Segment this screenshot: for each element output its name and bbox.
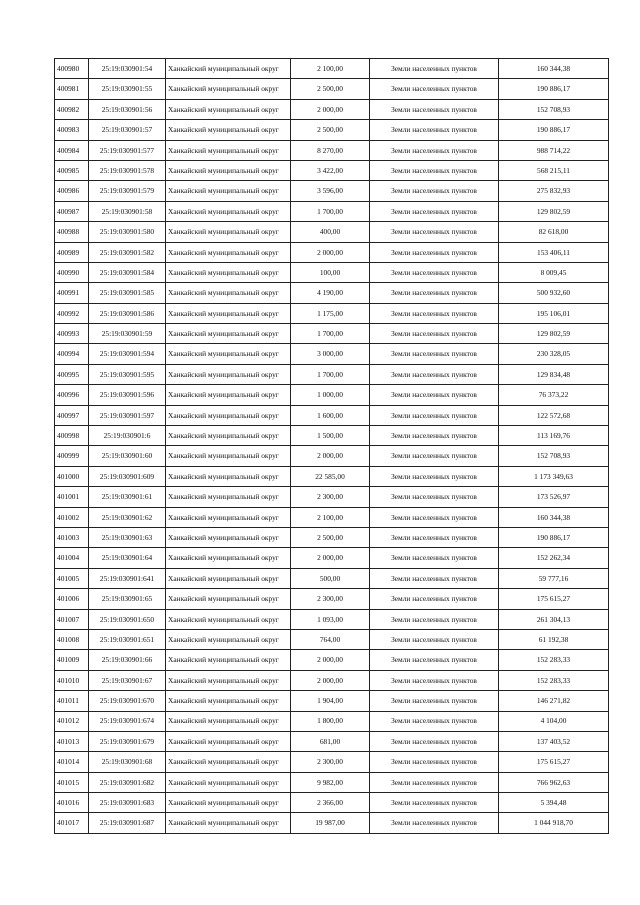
area-cell: 1 700,00 — [291, 201, 370, 221]
municipality-cell: Ханкайский муниципальный округ — [166, 262, 291, 282]
municipality-cell: Ханкайский муниципальный округ — [166, 813, 291, 833]
cadastral-value-cell: 129 802,59 — [499, 324, 609, 344]
municipality-cell: Ханкайский муниципальный округ — [166, 283, 291, 303]
cadastral-value-cell: 76 373,22 — [499, 385, 609, 405]
land-category-cell: Земли населенных пунктов — [370, 262, 499, 282]
area-cell: 1 500,00 — [291, 426, 370, 446]
cadastral-value-cell: 275 832,93 — [499, 181, 609, 201]
table-row — [55, 242, 609, 262]
cadastral-number-cell: 25:19:030901:641 — [89, 568, 166, 588]
row-number-cell: 401010 — [55, 670, 89, 690]
municipality-cell: Ханкайский муниципальный округ — [166, 772, 291, 792]
row-number-cell: 400982 — [55, 99, 89, 119]
cadastral-number-cell: 25:19:030901:595 — [89, 364, 166, 384]
municipality-cell: Ханкайский муниципальный округ — [166, 650, 291, 670]
cadastral-number-cell: 25:19:030901:683 — [89, 793, 166, 813]
cadastral-number-cell: 25:19:030901:65 — [89, 589, 166, 609]
municipality-cell: Ханкайский муниципальный округ — [166, 140, 291, 160]
area-cell: 19 987,00 — [291, 813, 370, 833]
cadastral-number-cell: 25:19:030901:6 — [89, 426, 166, 446]
table-row — [55, 691, 609, 711]
land-category-cell: Земли населенных пунктов — [370, 589, 499, 609]
land-category-cell: Земли населенных пунктов — [370, 242, 499, 262]
municipality-cell: Ханкайский муниципальный округ — [166, 324, 291, 344]
row-number-cell: 401004 — [55, 548, 89, 568]
table-row — [55, 181, 609, 201]
cadastral-value-cell: 160 344,38 — [499, 507, 609, 527]
cadastral-number-cell: 25:19:030901:687 — [89, 813, 166, 833]
cadastral-value-cell: 988 714,22 — [499, 140, 609, 160]
table-row — [55, 344, 609, 364]
land-category-cell: Земли населенных пунктов — [370, 59, 499, 79]
cadastral-number-cell: 25:19:030901:577 — [89, 140, 166, 160]
table-row — [55, 99, 609, 119]
cadastral-value-cell: 152 283,33 — [499, 670, 609, 690]
land-category-cell: Земли населенных пунктов — [370, 466, 499, 486]
table-row — [55, 140, 609, 160]
row-number-cell: 400983 — [55, 120, 89, 140]
cadastral-value-cell: 152 262,34 — [499, 548, 609, 568]
table-row — [55, 731, 609, 751]
row-number-cell: 401013 — [55, 731, 89, 751]
table-row — [55, 548, 609, 568]
table-row — [55, 446, 609, 466]
cadastral-number-cell: 25:19:030901:64 — [89, 548, 166, 568]
area-cell: 2 000,00 — [291, 99, 370, 119]
row-number-cell: 401001 — [55, 487, 89, 507]
table-row — [55, 609, 609, 629]
row-number-cell: 401000 — [55, 466, 89, 486]
area-cell: 1 700,00 — [291, 324, 370, 344]
table-row — [55, 405, 609, 425]
municipality-cell: Ханкайский муниципальный округ — [166, 344, 291, 364]
area-cell: 3 596,00 — [291, 181, 370, 201]
area-cell: 1 600,00 — [291, 405, 370, 425]
table-row — [55, 426, 609, 446]
area-cell: 1 904,00 — [291, 691, 370, 711]
municipality-cell: Ханкайский муниципальный округ — [166, 793, 291, 813]
table-row — [55, 568, 609, 588]
area-cell: 681,00 — [291, 731, 370, 751]
row-number-cell: 400993 — [55, 324, 89, 344]
area-cell: 9 982,00 — [291, 772, 370, 792]
cadastral-value-cell: 175 615,27 — [499, 589, 609, 609]
area-cell: 3 422,00 — [291, 160, 370, 180]
row-number-cell: 400989 — [55, 242, 89, 262]
municipality-cell: Ханкайский муниципальный округ — [166, 446, 291, 466]
table-row — [55, 813, 609, 833]
cadastral-value-cell: 82 618,00 — [499, 222, 609, 242]
cadastral-number-cell: 25:19:030901:59 — [89, 324, 166, 344]
land-category-cell: Земли населенных пунктов — [370, 99, 499, 119]
municipality-cell: Ханкайский муниципальный округ — [166, 589, 291, 609]
land-category-cell: Земли населенных пунктов — [370, 813, 499, 833]
land-category-cell: Земли населенных пунктов — [370, 650, 499, 670]
row-number-cell: 401008 — [55, 629, 89, 649]
land-category-cell: Земли населенных пунктов — [370, 385, 499, 405]
land-category-cell: Земли населенных пунктов — [370, 283, 499, 303]
row-number-cell: 400984 — [55, 140, 89, 160]
row-number-cell: 400999 — [55, 446, 89, 466]
cadastral-number-cell: 25:19:030901:585 — [89, 283, 166, 303]
land-category-cell: Земли населенных пунктов — [370, 120, 499, 140]
cadastral-value-cell: 1 044 918,70 — [499, 813, 609, 833]
table-row — [55, 160, 609, 180]
row-number-cell: 401017 — [55, 813, 89, 833]
area-cell: 764,00 — [291, 629, 370, 649]
municipality-cell: Ханкайский муниципальный округ — [166, 364, 291, 384]
municipality-cell: Ханкайский муниципальный округ — [166, 201, 291, 221]
table-row — [55, 629, 609, 649]
area-cell: 1 175,00 — [291, 303, 370, 323]
document-page — [54, 58, 588, 834]
row-number-cell: 400990 — [55, 262, 89, 282]
cadastral-number-cell: 25:19:030901:54 — [89, 59, 166, 79]
cadastral-value-cell: 160 344,38 — [499, 59, 609, 79]
table-row — [55, 120, 609, 140]
cadastral-value-cell: 1 173 349,63 — [499, 466, 609, 486]
cadastral-number-cell: 25:19:030901:679 — [89, 731, 166, 751]
area-cell: 100,00 — [291, 262, 370, 282]
table-row — [55, 262, 609, 282]
table-row — [55, 201, 609, 221]
area-cell: 2 300,00 — [291, 589, 370, 609]
cadastral-number-cell: 25:19:030901:63 — [89, 527, 166, 547]
row-number-cell: 400985 — [55, 160, 89, 180]
area-cell: 8 270,00 — [291, 140, 370, 160]
cadastral-value-cell: 195 106,01 — [499, 303, 609, 323]
municipality-cell: Ханкайский муниципальный округ — [166, 160, 291, 180]
area-cell: 2 100,00 — [291, 507, 370, 527]
municipality-cell: Ханкайский муниципальный округ — [166, 752, 291, 772]
area-cell: 2 500,00 — [291, 79, 370, 99]
table-row — [55, 466, 609, 486]
cadastral-number-cell: 25:19:030901:578 — [89, 160, 166, 180]
cadastral-number-cell: 25:19:030901:62 — [89, 507, 166, 527]
land-category-cell: Земли населенных пунктов — [370, 691, 499, 711]
row-number-cell: 401003 — [55, 527, 89, 547]
area-cell: 2 366,00 — [291, 793, 370, 813]
area-cell: 2 300,00 — [291, 752, 370, 772]
area-cell: 4 190,00 — [291, 283, 370, 303]
cadastral-number-cell: 25:19:030901:68 — [89, 752, 166, 772]
cadastral-number-cell: 25:19:030901:594 — [89, 344, 166, 364]
cadastral-number-cell: 25:19:030901:596 — [89, 385, 166, 405]
table-row — [55, 283, 609, 303]
land-category-cell: Земли населенных пунктов — [370, 181, 499, 201]
municipality-cell: Ханкайский муниципальный округ — [166, 303, 291, 323]
area-cell: 2 100,00 — [291, 59, 370, 79]
row-number-cell: 400995 — [55, 364, 89, 384]
municipality-cell: Ханкайский муниципальный округ — [166, 426, 291, 446]
cadastral-value-cell: 122 572,68 — [499, 405, 609, 425]
row-number-cell: 400996 — [55, 385, 89, 405]
land-category-cell: Земли населенных пунктов — [370, 793, 499, 813]
cadastral-number-cell: 25:19:030901:55 — [89, 79, 166, 99]
cadastral-value-cell: 61 192,38 — [499, 629, 609, 649]
table-row — [55, 324, 609, 344]
land-category-cell: Земли населенных пунктов — [370, 609, 499, 629]
cadastral-number-cell: 25:19:030901:67 — [89, 670, 166, 690]
cadastral-number-cell: 25:19:030901:56 — [89, 99, 166, 119]
cadastral-number-cell: 25:19:030901:586 — [89, 303, 166, 323]
land-category-cell: Земли населенных пунктов — [370, 670, 499, 690]
cadastral-number-cell: 25:19:030901:584 — [89, 262, 166, 282]
cadastral-number-cell: 25:19:030901:579 — [89, 181, 166, 201]
cadastral-number-cell: 25:19:030901:582 — [89, 242, 166, 262]
area-cell: 2 000,00 — [291, 670, 370, 690]
area-cell: 400,00 — [291, 222, 370, 242]
cadastral-number-cell: 25:19:030901:670 — [89, 691, 166, 711]
land-category-cell: Земли населенных пунктов — [370, 711, 499, 731]
land-category-cell: Земли населенных пунктов — [370, 731, 499, 751]
table-row — [55, 589, 609, 609]
municipality-cell: Ханкайский муниципальный округ — [166, 507, 291, 527]
cadastral-number-cell: 25:19:030901:61 — [89, 487, 166, 507]
cadastral-number-cell: 25:19:030901:57 — [89, 120, 166, 140]
municipality-cell: Ханкайский муниципальный округ — [166, 711, 291, 731]
row-number-cell: 401005 — [55, 568, 89, 588]
cadastral-number-cell: 25:19:030901:682 — [89, 772, 166, 792]
land-category-cell: Земли населенных пунктов — [370, 568, 499, 588]
row-number-cell: 400997 — [55, 405, 89, 425]
row-number-cell: 400998 — [55, 426, 89, 446]
cadastral-value-cell: 190 886,17 — [499, 120, 609, 140]
row-number-cell: 401002 — [55, 507, 89, 527]
municipality-cell: Ханкайский муниципальный округ — [166, 670, 291, 690]
row-number-cell: 401009 — [55, 650, 89, 670]
cadastral-value-cell: 137 403,52 — [499, 731, 609, 751]
cadastral-value-cell: 500 932,60 — [499, 283, 609, 303]
municipality-cell: Ханкайский муниципальный округ — [166, 568, 291, 588]
table-row — [55, 793, 609, 813]
area-cell: 2 000,00 — [291, 446, 370, 466]
table-row — [55, 303, 609, 323]
cadastral-value-cell: 5 394,48 — [499, 793, 609, 813]
cadastral-number-cell: 25:19:030901:597 — [89, 405, 166, 425]
municipality-cell: Ханкайский муниципальный округ — [166, 99, 291, 119]
land-category-cell: Земли населенных пунктов — [370, 487, 499, 507]
area-cell: 1 093,00 — [291, 609, 370, 629]
row-number-cell: 400994 — [55, 344, 89, 364]
row-number-cell: 401011 — [55, 691, 89, 711]
area-cell: 2 000,00 — [291, 650, 370, 670]
land-category-cell: Земли населенных пунктов — [370, 772, 499, 792]
row-number-cell: 400981 — [55, 79, 89, 99]
table-row — [55, 59, 609, 79]
cadastral-value-cell: 146 271,82 — [499, 691, 609, 711]
area-cell: 22 585,00 — [291, 466, 370, 486]
cadastral-number-cell: 25:19:030901:60 — [89, 446, 166, 466]
municipality-cell: Ханкайский муниципальный округ — [166, 629, 291, 649]
land-category-cell: Земли населенных пунктов — [370, 201, 499, 221]
table-row — [55, 507, 609, 527]
table-row — [55, 752, 609, 772]
row-number-cell: 400988 — [55, 222, 89, 242]
cadastral-value-cell: 261 304,13 — [499, 609, 609, 629]
land-category-cell: Земли населенных пунктов — [370, 426, 499, 446]
table-row — [55, 487, 609, 507]
area-cell: 3 000,00 — [291, 344, 370, 364]
table-row — [55, 527, 609, 547]
municipality-cell: Ханкайский муниципальный округ — [166, 548, 291, 568]
municipality-cell: Ханкайский муниципальный округ — [166, 79, 291, 99]
cadastral-value-table — [54, 58, 609, 834]
cadastral-value-cell: 153 406,11 — [499, 242, 609, 262]
land-category-cell: Земли населенных пунктов — [370, 405, 499, 425]
area-cell: 1 700,00 — [291, 364, 370, 384]
municipality-cell: Ханкайский муниципальный округ — [166, 609, 291, 629]
table-row — [55, 772, 609, 792]
area-cell: 2 500,00 — [291, 527, 370, 547]
row-number-cell: 401016 — [55, 793, 89, 813]
cadastral-value-cell: 113 169,76 — [499, 426, 609, 446]
table-row — [55, 79, 609, 99]
row-number-cell: 400980 — [55, 59, 89, 79]
area-cell: 1 800,00 — [291, 711, 370, 731]
cadastral-value-cell: 173 526,97 — [499, 487, 609, 507]
row-number-cell: 401007 — [55, 609, 89, 629]
cadastral-value-cell: 190 886,17 — [499, 79, 609, 99]
row-number-cell: 401015 — [55, 772, 89, 792]
cadastral-value-cell: 59 777,16 — [499, 568, 609, 588]
area-cell: 1 000,00 — [291, 385, 370, 405]
municipality-cell: Ханкайский муниципальный округ — [166, 181, 291, 201]
row-number-cell: 400987 — [55, 201, 89, 221]
land-category-cell: Земли населенных пунктов — [370, 548, 499, 568]
land-category-cell: Земли населенных пунктов — [370, 222, 499, 242]
cadastral-value-cell: 568 215,11 — [499, 160, 609, 180]
municipality-cell: Ханкайский муниципальный округ — [166, 466, 291, 486]
cadastral-value-cell: 175 615,27 — [499, 752, 609, 772]
cadastral-number-cell: 25:19:030901:580 — [89, 222, 166, 242]
land-category-cell: Земли населенных пунктов — [370, 79, 499, 99]
cadastral-value-cell: 190 886,17 — [499, 527, 609, 547]
cadastral-number-cell: 25:19:030901:650 — [89, 609, 166, 629]
cadastral-value-cell: 4 104,00 — [499, 711, 609, 731]
table-row — [55, 650, 609, 670]
cadastral-value-cell: 129 802,59 — [499, 201, 609, 221]
land-category-cell: Земли населенных пунктов — [370, 446, 499, 466]
land-category-cell: Земли населенных пунктов — [370, 160, 499, 180]
land-category-cell: Земли населенных пунктов — [370, 527, 499, 547]
cadastral-value-cell: 152 283,33 — [499, 650, 609, 670]
land-category-cell: Земли населенных пунктов — [370, 140, 499, 160]
area-cell: 2 000,00 — [291, 548, 370, 568]
municipality-cell: Ханкайский муниципальный округ — [166, 487, 291, 507]
row-number-cell: 401014 — [55, 752, 89, 772]
row-number-cell: 400991 — [55, 283, 89, 303]
municipality-cell: Ханкайский муниципальный округ — [166, 59, 291, 79]
cadastral-value-cell: 129 834,48 — [499, 364, 609, 384]
land-category-cell: Земли населенных пунктов — [370, 752, 499, 772]
cadastral-number-cell: 25:19:030901:651 — [89, 629, 166, 649]
table-row — [55, 364, 609, 384]
municipality-cell: Ханкайский муниципальный округ — [166, 527, 291, 547]
land-category-cell: Земли населенных пунктов — [370, 303, 499, 323]
cadastral-value-cell: 766 962,63 — [499, 772, 609, 792]
municipality-cell: Ханкайский муниципальный округ — [166, 691, 291, 711]
land-category-cell: Земли населенных пунктов — [370, 629, 499, 649]
municipality-cell: Ханкайский муниципальный округ — [166, 242, 291, 262]
cadastral-number-cell: 25:19:030901:58 — [89, 201, 166, 221]
area-cell: 500,00 — [291, 568, 370, 588]
table-body — [55, 59, 609, 834]
cadastral-number-cell: 25:19:030901:674 — [89, 711, 166, 731]
cadastral-number-cell: 25:19:030901:609 — [89, 466, 166, 486]
row-number-cell: 400992 — [55, 303, 89, 323]
municipality-cell: Ханкайский муниципальный округ — [166, 405, 291, 425]
row-number-cell: 401006 — [55, 589, 89, 609]
cadastral-value-cell: 8 009,45 — [499, 262, 609, 282]
row-number-cell: 401012 — [55, 711, 89, 731]
cadastral-value-cell: 152 708,93 — [499, 99, 609, 119]
municipality-cell: Ханкайский муниципальный округ — [166, 120, 291, 140]
land-category-cell: Земли населенных пунктов — [370, 324, 499, 344]
area-cell: 2 500,00 — [291, 120, 370, 140]
table-row — [55, 385, 609, 405]
cadastral-number-cell: 25:19:030901:66 — [89, 650, 166, 670]
area-cell: 2 300,00 — [291, 487, 370, 507]
cadastral-value-cell: 152 708,93 — [499, 446, 609, 466]
table-row — [55, 711, 609, 731]
land-category-cell: Земли населенных пунктов — [370, 344, 499, 364]
area-cell: 2 000,00 — [291, 242, 370, 262]
municipality-cell: Ханкайский муниципальный округ — [166, 222, 291, 242]
land-category-cell: Земли населенных пунктов — [370, 364, 499, 384]
cadastral-value-cell: 230 328,05 — [499, 344, 609, 364]
municipality-cell: Ханкайский муниципальный округ — [166, 385, 291, 405]
table-row — [55, 670, 609, 690]
table-row — [55, 222, 609, 242]
municipality-cell: Ханкайский муниципальный округ — [166, 731, 291, 751]
land-category-cell: Земли населенных пунктов — [370, 507, 499, 527]
row-number-cell: 400986 — [55, 181, 89, 201]
